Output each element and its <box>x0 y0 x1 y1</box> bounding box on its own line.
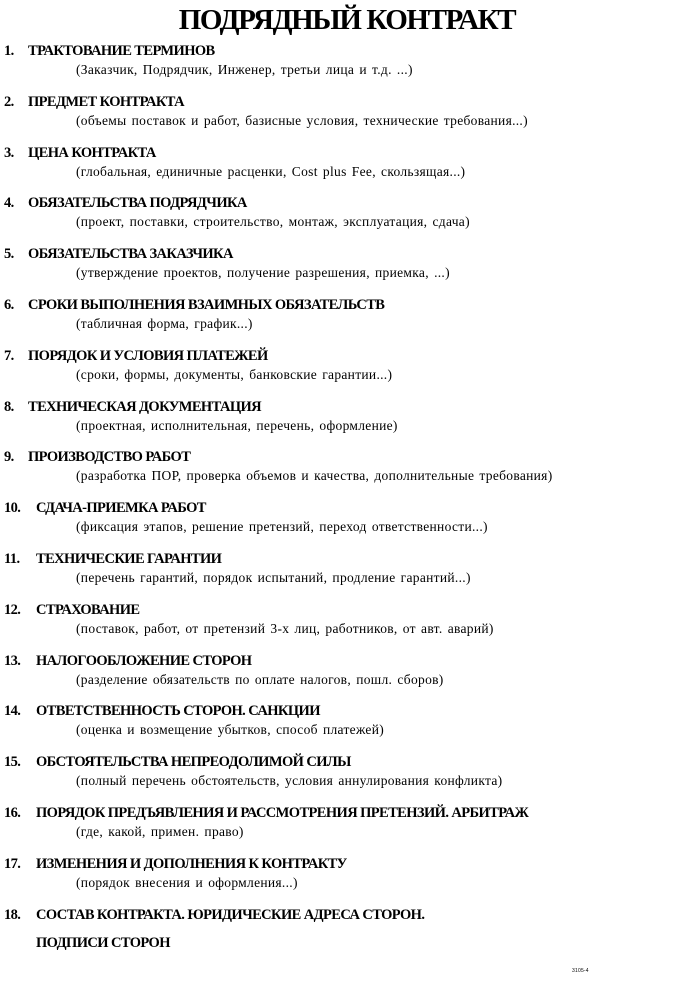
section-number: 18. <box>4 906 21 923</box>
section-detail: (порядок внесения и оформления...) <box>76 874 298 890</box>
section-title: ОТВЕТСТВЕННОСТЬ СТОРОН. САНКЦИИ <box>36 703 320 720</box>
section-heading <box>4 93 184 111</box>
section-detail: (разделение обязательств по оплате налогов, пошл. сборов) <box>76 671 444 687</box>
signatures-line: ПОДПИСИ СТОРОН <box>36 935 170 951</box>
section-detail: (разработка ПОР, проверка объемов и качества, дополнительные требования) <box>76 468 553 484</box>
section-detail: (утверждение проектов, получение разрешения, приемка, ...) <box>76 265 450 281</box>
section-heading <box>4 296 384 314</box>
section-detail: (оценка и возмещение убытков, способ платежей) <box>76 722 385 738</box>
section-number: 13. <box>4 652 21 669</box>
section-detail: (объемы поставок и работ, базисные условия, технические требования...) <box>76 112 528 128</box>
section-heading <box>4 448 190 466</box>
section-title: ОБЯЗАТЕЛЬСТВА ЗАКАЗЧИКА <box>28 246 233 263</box>
section-number: 16. <box>4 805 21 821</box>
section-detail: (поставок, работ, от претензий 3-х лиц, работников, от авт. аварий) <box>76 620 494 636</box>
section-detail: (перечень гарантий, порядок испытаний, продление гарантий...) <box>76 570 471 585</box>
section-number: 5. <box>4 246 14 263</box>
section-heading <box>4 499 206 517</box>
section-title: ТЕХНИЧЕСКИЕ ГАРАНТИИ <box>36 551 222 567</box>
section-heading <box>4 652 251 670</box>
section-detail: (проектная, исполнительная, перечень, оформление) <box>76 417 398 433</box>
section-heading <box>4 144 156 162</box>
section-number: 11. <box>4 551 20 567</box>
section-detail: (полный перечень обстоятельств, условия аннулирования конфликта) <box>76 773 503 789</box>
section-number: 14. <box>4 703 21 720</box>
section-detail: (табличная форма, график...) <box>76 316 253 331</box>
section-heading <box>4 702 320 720</box>
section-number: 6. <box>4 297 14 313</box>
section-number: 3. <box>4 144 14 161</box>
section-title: ОБЯЗАТЕЛЬСТВА ПОДРЯДЧИКА <box>28 195 247 212</box>
section-title: ПРЕДМЕТ КОНТРАКТА <box>28 93 185 110</box>
section-heading <box>4 753 351 771</box>
section-detail: (Заказчик, Подрядчик, Инженер, третьи лица и т.д. ...) <box>76 62 413 77</box>
footer-code: 3105-4 <box>572 968 589 974</box>
section-heading <box>4 855 347 873</box>
section-title: СОСТАВ КОНТРАКТА. ЮРИДИЧЕСКИЕ АДРЕСА СТОРОН. <box>36 906 425 923</box>
section-title: ТЕХНИЧЕСКАЯ ДОКУМЕНТАЦИЯ <box>28 398 262 415</box>
section-title: ИЗМЕНЕНИЯ И ДОПОЛНЕНИЯ К КОНТРАКТУ <box>36 855 347 872</box>
section-number: 15. <box>4 754 21 771</box>
section-heading <box>4 804 528 822</box>
section-title: ЦЕНА КОНТРАКТА <box>28 144 156 161</box>
section-title: ПРОИЗВОДСТВО РАБОТ <box>28 449 191 466</box>
section-heading <box>4 601 140 619</box>
section-detail: (где, какой, примен. право) <box>76 824 244 839</box>
section-number: 17. <box>4 855 21 872</box>
section-title: СТРАХОВАНИЕ <box>36 601 140 618</box>
section-detail: (сроки, формы, документы, банковские гарантии...) <box>76 366 393 382</box>
section-title: ТРАКТОВАНИЕ ТЕРМИНОВ <box>28 43 215 59</box>
section-detail: (проект, поставки, строительство, монтаж, эксплуатация, сдача) <box>76 214 470 230</box>
section-title: СРОКИ ВЫПОЛНЕНИЯ ВЗАИМНЫХ ОБЯЗАТЕЛЬСТВ <box>28 297 385 313</box>
section-heading <box>4 550 221 568</box>
section-heading <box>4 906 424 924</box>
section-heading <box>4 42 215 60</box>
section-number: 12. <box>4 601 21 618</box>
page-title: ПОДРЯДНЫЙ КОНТРАКТ <box>178 4 516 36</box>
section-number: 2. <box>4 93 14 110</box>
section-title: СДАЧА-ПРИЕМКА РАБОТ <box>36 500 206 517</box>
section-detail: (глобальная, единичные расценки, Cost plus Fee, скользящая...) <box>76 163 466 179</box>
section-title: НАЛОГООБЛОЖЕНИЕ СТОРОН <box>36 652 252 669</box>
section-number: 7. <box>4 347 14 364</box>
section-number: 4. <box>4 195 14 212</box>
section-detail: (фиксация этапов, решение претензий, переход ответственности...) <box>76 519 488 535</box>
section-title: ПОРЯДОК ПРЕДЪЯВЛЕНИЯ И РАССМОТРЕНИЯ ПРЕТЕНЗИЙ. АРБИТРАЖ <box>36 805 529 821</box>
section-number: 10. <box>4 500 21 517</box>
section-number: 9. <box>4 449 14 466</box>
section-heading <box>4 398 261 416</box>
section-number: 8. <box>4 398 14 415</box>
section-title: ОБСТОЯТЕЛЬСТВА НЕПРЕОДОЛИМОЙ СИЛЫ <box>36 754 351 771</box>
section-heading <box>4 194 247 212</box>
section-number: 1. <box>4 43 14 59</box>
section-heading <box>4 347 268 365</box>
section-heading <box>4 245 233 263</box>
section-title: ПОРЯДОК И УСЛОВИЯ ПЛАТЕЖЕЙ <box>28 347 268 364</box>
